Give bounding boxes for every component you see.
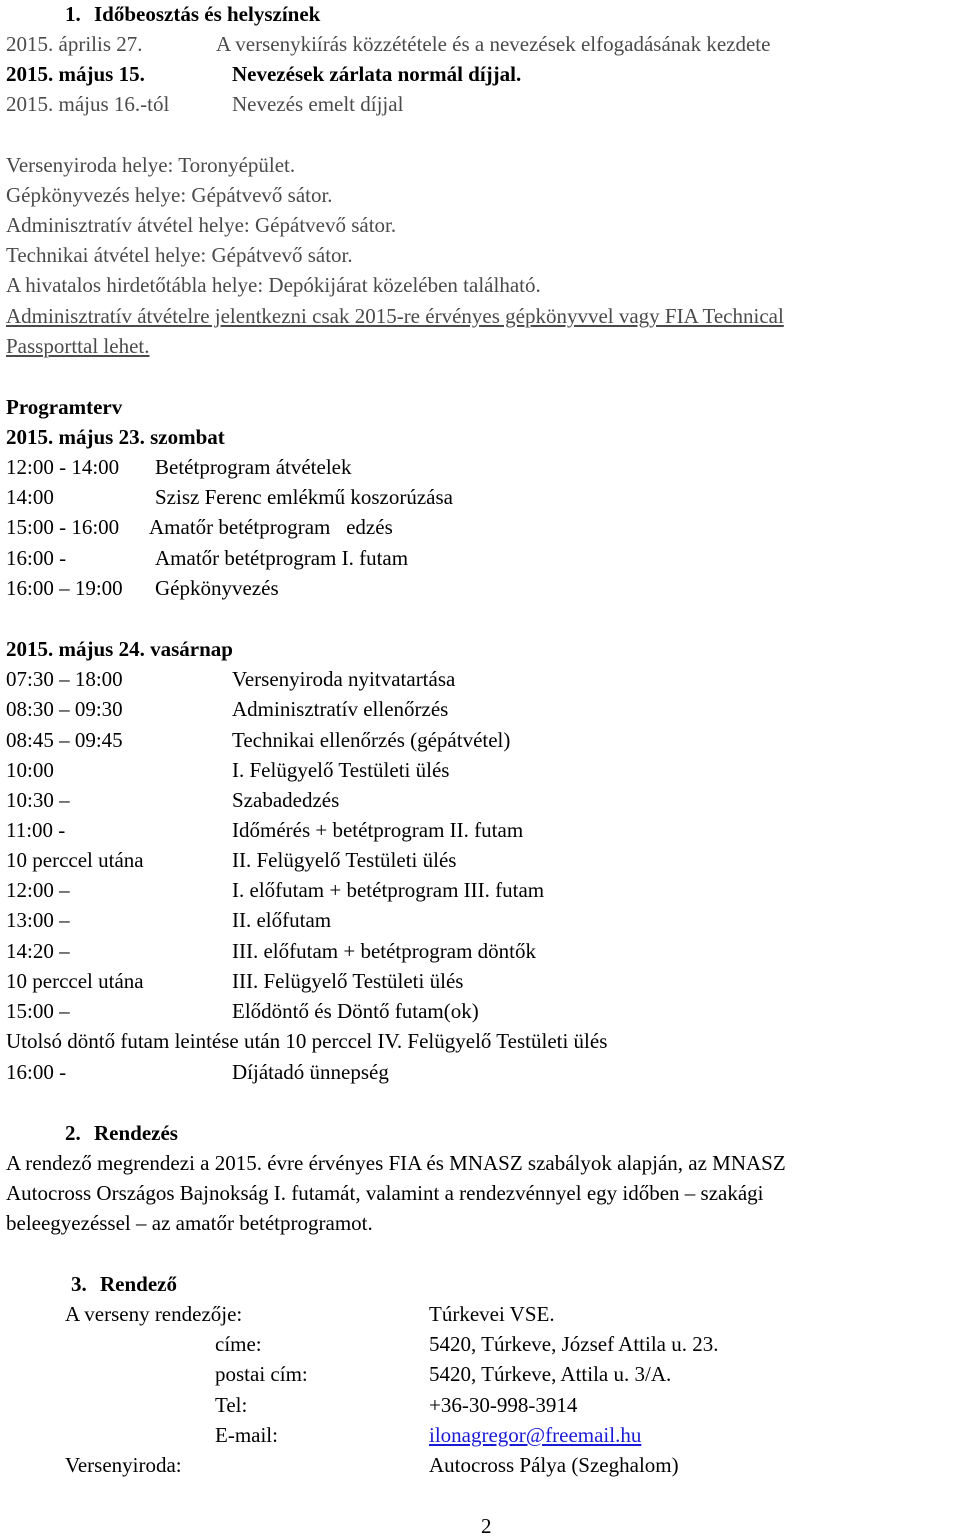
schedule-event: Adminisztratív ellenőrzés <box>232 697 449 721</box>
schedule-row <box>6 817 524 843</box>
email-label: E-mail: <box>215 1423 278 1447</box>
day-2-heading: 2015. május 24. vasárnap <box>6 637 233 661</box>
section-1-title: Időbeosztás és helyszínek <box>94 2 321 26</box>
day-1-heading: 2015. május 23. szombat <box>6 425 225 449</box>
schedule-event: II. előfutam <box>232 908 332 932</box>
section-3-number: 3. <box>71 1272 87 1296</box>
schedule-full-line: Utolsó döntő futam leintése után 10 perccel IV. Felügyelő Testületi ülés <box>6 1029 608 1053</box>
schedule-time: 15:00 - 16:00 <box>6 515 120 539</box>
schedule-row <box>6 877 545 903</box>
section-3-title: Rendező <box>100 1272 177 1296</box>
schedule-row <box>6 696 449 722</box>
schedule-time: 14:00 <box>6 485 54 509</box>
schedule-time: 08:45 – 09:45 <box>6 728 123 752</box>
section-2-title: Rendezés <box>94 1121 178 1145</box>
schedule-time: 10 perccel utána <box>6 848 144 872</box>
tel-label: Tel: <box>215 1393 248 1417</box>
schedule-time: 10 perccel utána <box>6 969 144 993</box>
location-line: A hivatalos hirdetőtábla helye: Depókijárat közelében található. <box>6 273 541 297</box>
schedule-time: 11:00 - <box>6 818 66 842</box>
section-3-heading <box>71 1271 177 1297</box>
date-row <box>6 91 404 117</box>
schedule-row <box>6 757 450 783</box>
date-label: 2015. május 15. <box>6 62 145 86</box>
address-value: 5420, Túrkeve, József Attila u. 23. <box>429 1332 719 1356</box>
office-label: Versenyiroda: <box>65 1453 182 1477</box>
location-line: Adminisztratív átvétel helye: Gépátvevő sátor. <box>6 213 397 237</box>
schedule-event: Technikai ellenőrzés (gépátvétel) <box>232 728 511 752</box>
schedule-event: Versenyiroda nyitvatartása <box>232 667 456 691</box>
paragraph-line: beleegyezéssel – az amatőr betétprogramot. <box>6 1211 373 1235</box>
schedule-event: II. Felügyelő Testületi ülés <box>232 848 457 872</box>
office-value: Autocross Pálya (Szeghalom) <box>429 1453 679 1477</box>
section-1-number: 1. <box>65 2 81 26</box>
schedule-row <box>6 787 340 813</box>
schedule-event: Szisz Ferenc emlékmű koszorúzása <box>155 485 453 509</box>
schedule-time: 13:00 – <box>6 908 70 932</box>
schedule-event: Betétprogram átvételek <box>155 455 352 479</box>
schedule-row <box>6 968 464 994</box>
schedule-time: 10:30 – <box>6 788 70 812</box>
location-line: Gépkönyvezés helye: Gépátvevő sátor. <box>6 183 333 207</box>
schedule-event: I. előfutam + betétprogram III. futam <box>232 878 545 902</box>
schedule-row <box>6 938 536 964</box>
schedule-row <box>6 575 279 601</box>
location-line: Technikai átvétel helye: Gépátvevő sátor. <box>6 243 353 267</box>
date-description: Nevezés emelt díjjal <box>232 92 404 116</box>
schedule-time: 07:30 – 18:00 <box>6 667 123 691</box>
schedule-time: 16:00 – 19:00 <box>6 576 123 600</box>
postal-value: 5420, Túrkeve, Attila u. 3/A. <box>429 1362 672 1386</box>
schedule-time: 16:00 - <box>6 1060 67 1084</box>
paragraph-line: Autocross Országos Bajnokság I. futamát, valamint a rendezvénnyel egy időben – szakági <box>6 1181 764 1205</box>
section-2-number: 2. <box>65 1121 81 1145</box>
schedule-time: 10:00 <box>6 758 54 782</box>
address-label: címe: <box>215 1332 262 1356</box>
tel-value: +36-30-998-3914 <box>429 1393 578 1417</box>
schedule-row <box>6 1059 389 1085</box>
schedule-row <box>6 545 409 571</box>
schedule-time: 15:00 – <box>6 999 70 1023</box>
schedule-row <box>6 454 352 480</box>
date-description: A versenykiírás közzététele és a nevezések elfogadásának kezdete <box>216 32 771 56</box>
date-label: 2015. május 16.-tól <box>6 92 170 116</box>
schedule-event: Időmérés + betétprogram II. futam <box>232 818 524 842</box>
section-2-heading <box>65 1120 178 1146</box>
schedule-event: I. Felügyelő Testületi ülés <box>232 758 450 782</box>
program-title: Programterv <box>6 395 123 419</box>
admin-note-line-1: Adminisztratív átvételre jelentkezni csak 2015-re érvényes gépkönyvvel vagy FIA Technical <box>6 304 784 328</box>
page-number: 2 <box>481 1514 492 1538</box>
paragraph-line: A rendező megrendezi a 2015. évre érvényes FIA és MNASZ szabályok alapján, az MNASZ <box>6 1151 786 1175</box>
schedule-event: Gépkönyvezés <box>155 576 279 600</box>
location-line: Versenyiroda helye: Toronyépület. <box>6 153 296 177</box>
schedule-event: Díjátadó ünnepség <box>232 1060 389 1084</box>
schedule-row <box>6 998 479 1024</box>
schedule-row <box>6 907 332 933</box>
organizer-value: Túrkevei VSE. <box>429 1302 555 1326</box>
schedule-event: III. Felügyelő Testületi ülés <box>232 969 464 993</box>
schedule-time: 08:30 – 09:30 <box>6 697 123 721</box>
schedule-row <box>6 484 453 510</box>
schedule-time: 12:00 – <box>6 878 70 902</box>
schedule-row <box>6 666 456 692</box>
schedule-row <box>6 514 393 540</box>
section-1-heading <box>65 1 320 27</box>
date-label: 2015. április 27. <box>6 32 143 56</box>
schedule-row <box>6 727 511 753</box>
date-row <box>6 61 522 87</box>
admin-note-line-2: Passporttal lehet. <box>6 334 150 358</box>
schedule-event: Elődöntő és Döntő futam(ok) <box>232 999 479 1023</box>
schedule-event: Szabadedzés <box>232 788 340 812</box>
schedule-event: Amatőr betétprogram edzés <box>149 515 393 539</box>
schedule-event: III. előfutam + betétprogram döntők <box>232 939 536 963</box>
email-link[interactable]: ilonagregor@freemail.hu <box>429 1423 642 1447</box>
schedule-time: 12:00 - 14:00 <box>6 455 120 479</box>
schedule-time: 16:00 - <box>6 546 67 570</box>
schedule-event: Amatőr betétprogram I. futam <box>155 546 409 570</box>
organizer-label: A verseny rendezője: <box>65 1302 243 1326</box>
date-description: Nevezések zárlata normál díjjal. <box>232 62 522 86</box>
schedule-time: 14:20 – <box>6 939 70 963</box>
date-row <box>6 31 771 57</box>
postal-label: postai cím: <box>215 1362 308 1386</box>
schedule-row <box>6 847 457 873</box>
